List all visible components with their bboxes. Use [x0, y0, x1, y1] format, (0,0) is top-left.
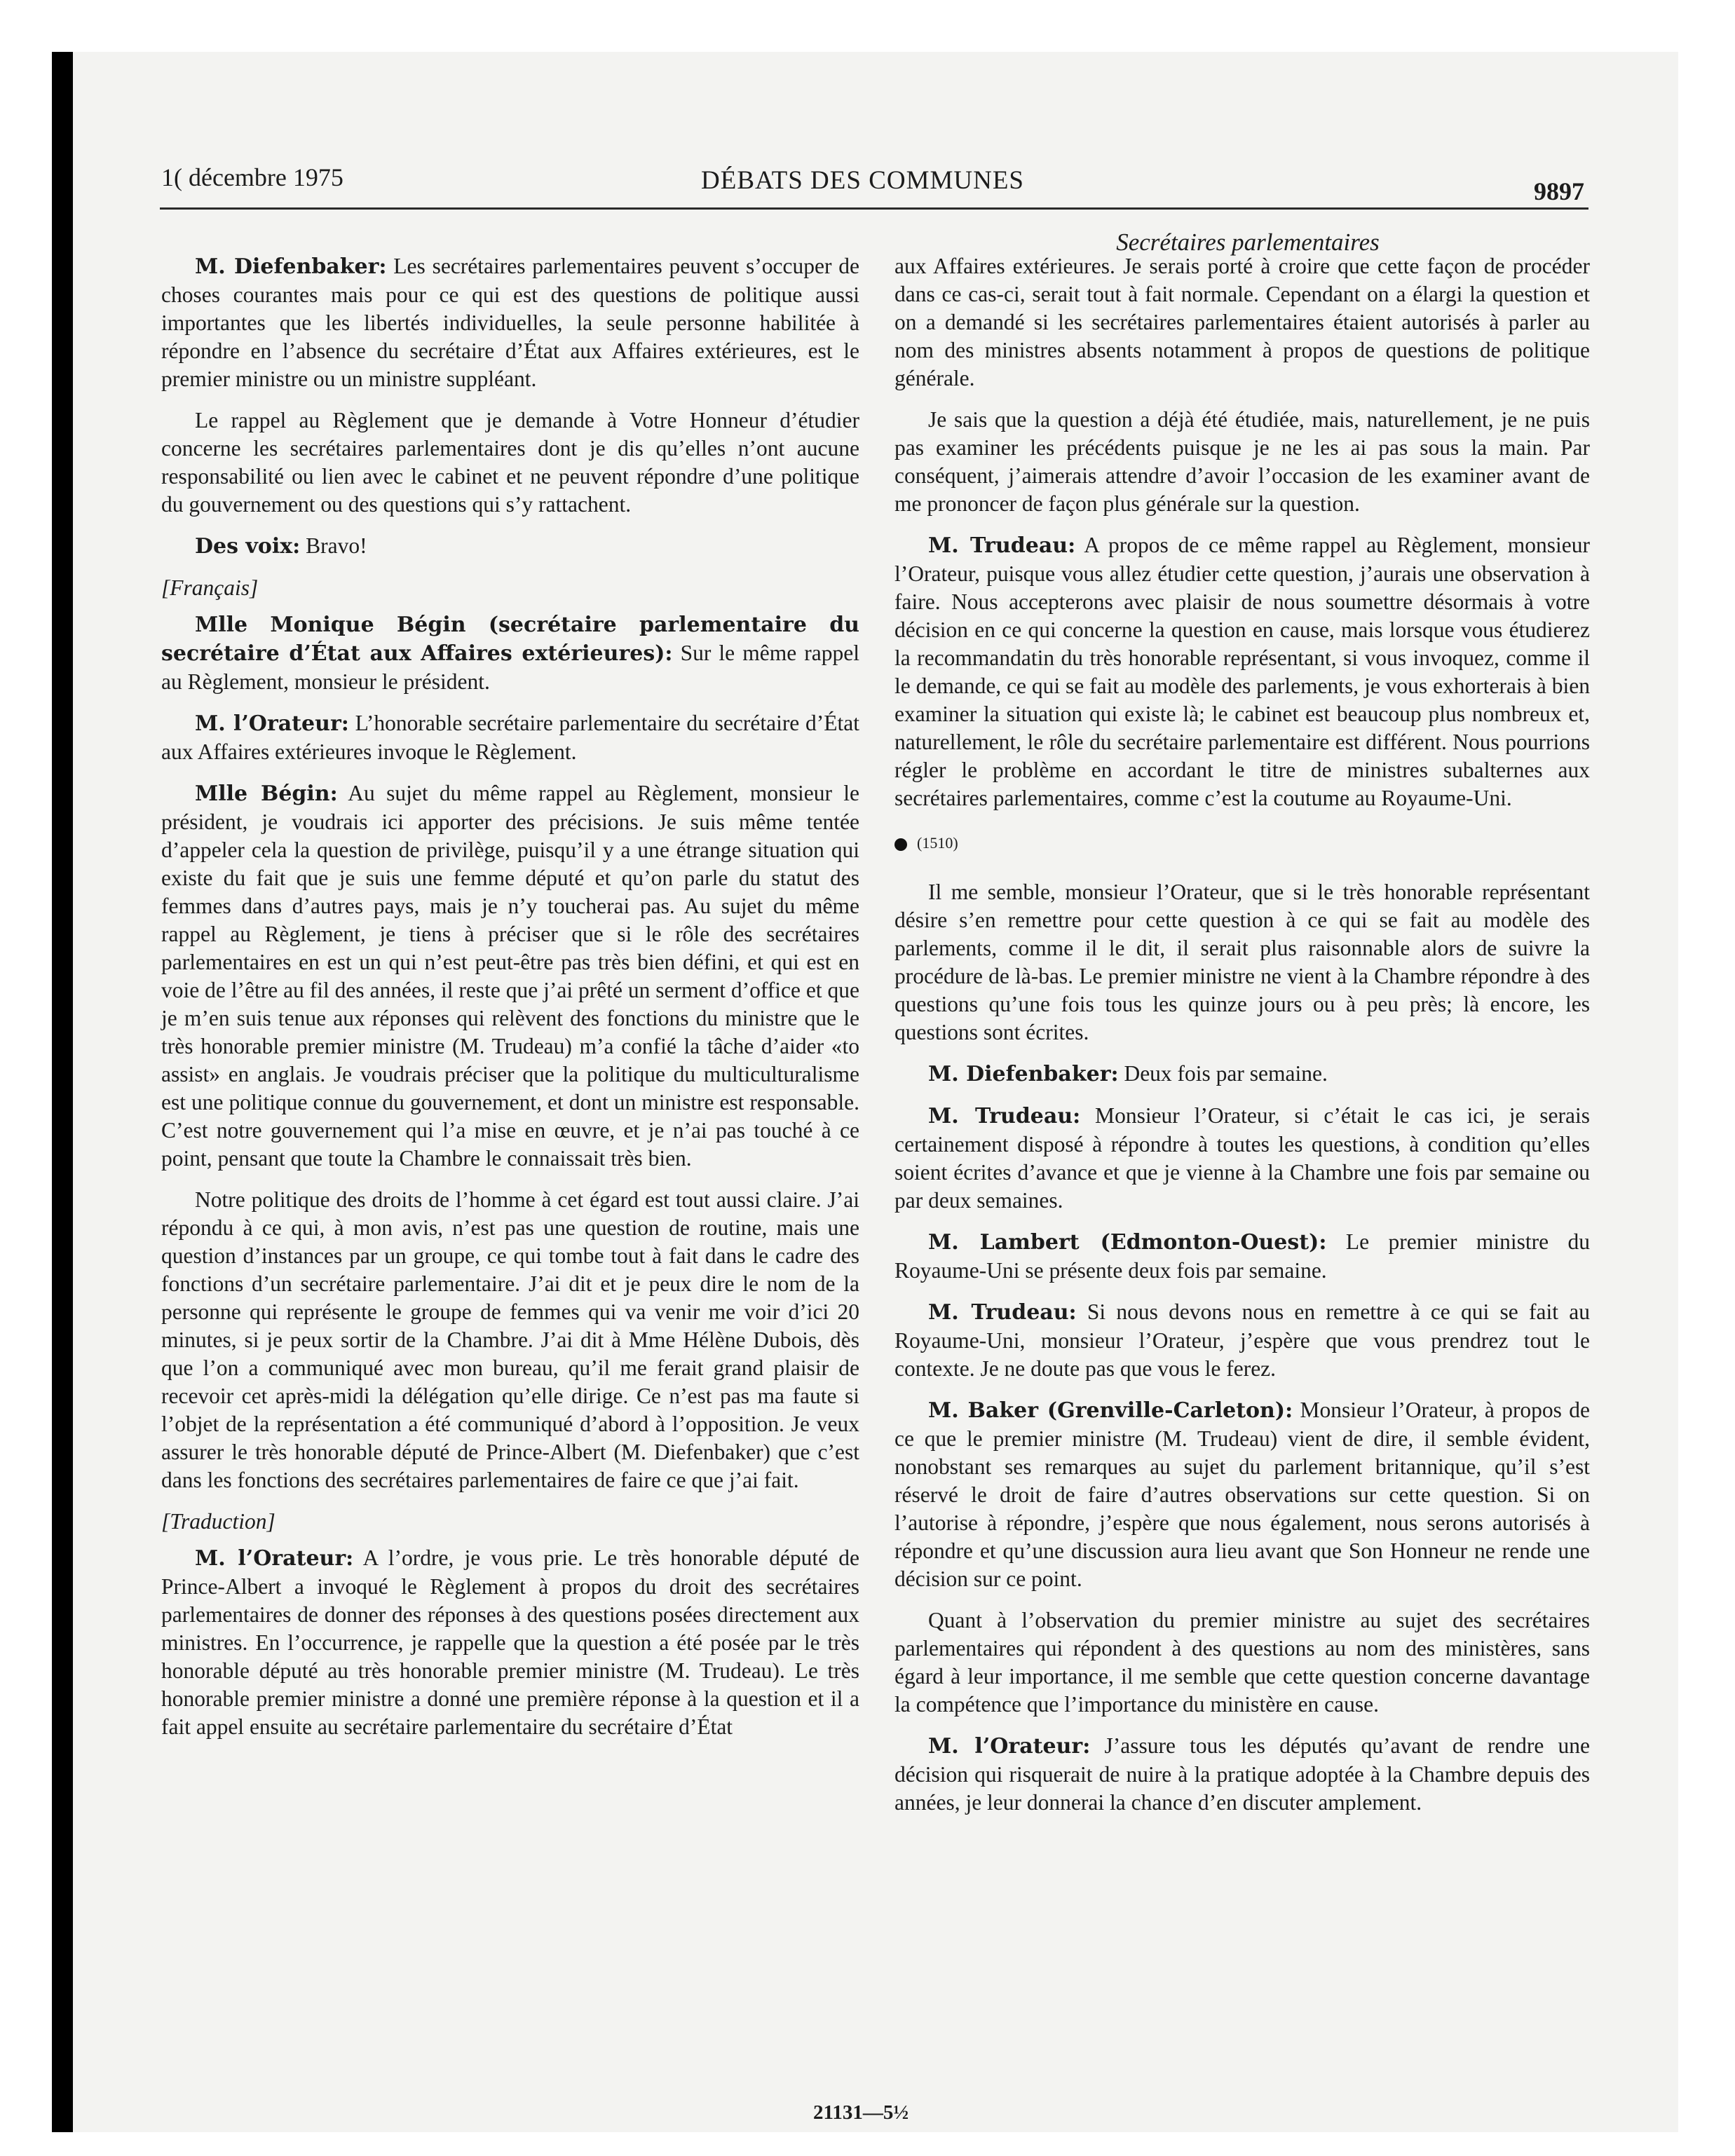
- time-marker-label: (1510): [917, 834, 958, 852]
- paragraph-text: A propos de ce même rappel au Règlement, monsieur l’Orateur, puisque vous allez étudier cette question, j’aurais une observation à faire. Nous accepterons avec plaisir de nous soumettre désormais à votre décision en ce qui concerne la question en cause, mais lorsque vous étudierez la recommandatin du très honorable représentant, si vous invoquez, comme il le demande, ce qui se fait au modèle des parlements, je vous exhorterais à bien examiner la situation qui existe là; le cabinet est beaucoup plus nombreux et, naturellement, le rôle du secrétaire parlementaire est différent. Nous pourrions régler le problème en accordant le titre de ministres subalternes aux secrétaires parlementaires, comme c’est la coutume au Royaume-Uni.: [894, 533, 1590, 810]
- header-date: 1( décembre 1975: [161, 163, 343, 191]
- speaker-name: M. Diefenbaker:: [195, 254, 387, 279]
- speaker-name: Mlle Monique Bégin (secrétaire parlementaire du secrétaire d’État aux Affaires extérieures):: [161, 613, 859, 666]
- paragraph: [161, 709, 859, 766]
- paragraph-text: Quant à l’observation du premier ministre au sujet des secrétaires parlementaires qui répondent à des questions au nom des ministères, sans égard à leur importance, il me semble que cette question concerne davantage la compétence que l’importance du ministère en cause.: [894, 1608, 1590, 1717]
- paragraph-text: Notre politique des droits de l’homme à cet égard est tout aussi claire. J’ai répondu à ce qui, à mon avis, n’est pas une question de routine, mais une question d’instances par un groupe, ce qui tombe tout à fait dans le cadre des fonctions d’un secrétaire parlementaire. J’ai dit et je peux dire le nom de la personne qui représente le groupe de femmes qui va venir me voir d’ici 20 minutes, si je peux sortir de la Chambre. J’ai dit à Mme Hélène Dubois, dès que l’on a communiqué avec mon bureau, qu’il me ferait grand plaisir de recevoir cet après-midi la délégation qu’elle dirige. Ce n’est pas ma faute si l’objet de la représentation a été communiqué d’abord à l’opposition. Je veux assurer le très honorable député de Prince-Albert (M. Diefenbaker) que c’est dans les fonctions des secrétaires parlementaires de faire ce que j’ai fait.: [161, 1187, 859, 1492]
- time-marker: [894, 829, 1590, 857]
- paragraph: [894, 1060, 1590, 1089]
- paragraph-text: Si nous devons nous en remettre à ce qui se fait au Royaume-Uni, monsieur l’Orateur, j’espère que vous prendrez tout le contexte. Je ne doute pas que vous le ferez.: [894, 1299, 1590, 1381]
- language-tag: [Traduction]: [161, 1509, 275, 1534]
- paragraph: [161, 779, 859, 1173]
- paragraph-text: Le premier ministre du Royaume-Uni se présente deux fois par semaine.: [894, 1229, 1591, 1283]
- speaker-name: M. Baker (Grenville-Carleton):: [928, 1398, 1293, 1423]
- paragraph-text: Les secrétaires parlementaires peuvent s’occuper de choses courantes mais pour ce qui est des questions de politique aussi importantes que les libertés individuelles, la seule personne habilitée à répondre en l’absence du secrétaire d’État aux Affaires extérieures, est le premier ministre ou un ministre suppléant.: [161, 254, 859, 391]
- paragraph: [161, 532, 859, 561]
- paragraph: [894, 1732, 1590, 1817]
- speaker-name: M. l’Orateur:: [195, 1546, 354, 1571]
- speaker-name: M. Trudeau:: [928, 1300, 1077, 1325]
- paragraph: [894, 1102, 1590, 1215]
- left-column: [161, 252, 859, 1754]
- paragraph-text: Le rappel au Règlement que je demande à Votre Honneur d’étudier concerne les secrétaires parlementaires dont je dis qu’elles n’ont aucune responsabilité ou lien avec le cabinet et ne peuvent répondre d’une politique du gouvernement ou des questions qui s’y rattachent.: [161, 408, 859, 517]
- paragraph: [161, 1186, 859, 1494]
- paragraph-text: A l’ordre, je vous prie. Le très honorable député de Prince-Albert a invoqué le Règlement à propos du droit des secrétaires parlementaires de donner des réponses à des questions posées directement aux ministres. En l’occurrence, je rappelle que la question a été posée par le très honorable député au très honorable premier ministre (M. Trudeau). Le très honorable premier ministre a donné une première réponse à la question et il a fait appel ensuite au secrétaire parlementaire du secrétaire d’État: [161, 1546, 860, 1739]
- speaker-name: Mlle Bégin:: [195, 782, 338, 806]
- paragraph-text: Deux fois par semaine.: [1118, 1061, 1328, 1086]
- page-footer: 21131—5½: [813, 2101, 909, 2124]
- right-column: [894, 252, 1590, 1830]
- paragraph-text: Bravo!: [300, 533, 367, 558]
- paragraph: [161, 252, 859, 393]
- paragraph: [894, 252, 1590, 393]
- paragraph: [161, 1544, 859, 1741]
- paragraph-text: aux Affaires extérieures. Je serais porté à croire que cette façon de procéder dans ce cas-ci, serait tout à fait normale. Cependant on a élargi la question et on a demandé si les secrétaires parlementaires étaient autorisés à parler au nom des ministres absents notamment à propos de questions de politique générale.: [894, 254, 1590, 390]
- paragraph-text: Il me semble, monsieur l’Orateur, que si le très honorable représentant désire s’en remettre pour cette question à ce qui se fait au modèle des parlements, comme il le dit, il serait plus raisonnable alors de suivre la procédure de là-bas. Le premier ministre ne vient à la Chambre répondre à des questions qu’une fois tous les quinze jours ou à peu près; là encore, les questions sont écrites.: [894, 880, 1590, 1044]
- speaker-name: M. Trudeau:: [928, 1104, 1081, 1128]
- paragraph: [894, 1298, 1590, 1383]
- paragraph-text: Monsieur l’Orateur, si c’était le cas ici, je serais certainement disposé à répondre à toutes les questions, à condition qu’elles soient écrites d’avance et que je vienne à la Chambre une fois par semaine ou par deux semaines.: [894, 1103, 1590, 1213]
- header-rule: [160, 207, 1588, 210]
- paragraph-text: L’honorable secrétaire parlementaire du secrétaire d’État aux Affaires extérieures invoque le Règlement.: [161, 711, 859, 764]
- paragraph: [161, 407, 859, 519]
- running-head: Secrétaires parlementaires: [1116, 228, 1380, 256]
- page-number: 9897: [1534, 177, 1584, 205]
- paragraph: [894, 531, 1590, 812]
- paragraph-text: Je sais que la question a déjà été étudiée, mais, naturellement, je ne puis pas examiner les précédents puisque je ne les ai pas sous la main. Par conséquent, j’aimerais attendre d’avoir l’occasion de les examiner avant de me prononcer de façon plus générale sur la question.: [894, 407, 1590, 516]
- paragraph-text: J’assure tous les députés qu’avant de rendre une décision qui risquerait de nuire à la pratique adoptée à la Chambre depuis des années, je leur donnerai la chance d’en discuter amplement.: [894, 1733, 1590, 1815]
- paragraph-text: Au sujet du même rappel au Règlement, monsieur le président, je voudrais ici apporter des précisions. Je suis même tentée d’appeler cela la question de privilège, puisqu’il y a une étrange situation qui existe du fait que je suis une femme député et qu’on parle du statut des femmes dans d’autres pays, mais je n’y toucherai pas. Au sujet du même rappel au Règlement, je tiens à préciser que si le rôle des secrétaires parlementaires en est un qui n’est peut-être pas très bien défini, et qui est en voie de l’être au fil des années, il reste que j’ai prêté un serment d’office et que je m’en suis tenue aux réponses qui relèvent des fonctions du ministre que le très honorable premier ministre (M. Trudeau) m’a confié la tâche d’aider «to assist» en anglais. Je voudrais préciser que la politique du multiculturalisme est une politique connue du gouvernement, et dont un ministre est responsable. C’est notre gouvernement qui l’a mise en œuvre, et je n’ai pas touché à ce point, pensant que toute la Chambre le connaissait très bien.: [161, 781, 859, 1171]
- speaker-name: M. l’Orateur:: [195, 711, 349, 736]
- scan-border-strip: [52, 52, 73, 2132]
- paragraph: [894, 406, 1590, 518]
- speaker-name: Des voix:: [195, 534, 301, 559]
- speaker-name: M. Lambert (Edmonton-Ouest):: [928, 1230, 1327, 1255]
- paragraph-text: Sur le même rappel au Règlement, monsieur le président.: [161, 641, 859, 694]
- bullet-dot-icon: [894, 838, 907, 851]
- paragraph-text: Monsieur l’Orateur, à propos de ce que le premier ministre (M. Trudeau) vient de dire, il semble évident, nonobstant ses remarques au sujet du parlement britannique, qu’il s’est réservé le droit de faire d’autres observations sur cette question. Si on l’autorise à répondre, j’espère que nous également, nous serons autorisés à répondre et qu’une discussion aura lieu avant que Son Honneur ne rende une décision sur ce point.: [894, 1398, 1590, 1591]
- header-title: DÉBATS DES COMMUNES: [701, 166, 1025, 195]
- paragraph: [894, 878, 1590, 1046]
- language-tag: [Français]: [161, 575, 259, 600]
- paragraph: [894, 1396, 1590, 1593]
- speaker-name: M. Trudeau:: [928, 533, 1076, 558]
- paragraph: [894, 1228, 1590, 1285]
- speaker-name: M. l’Orateur:: [928, 1734, 1091, 1759]
- paragraph: [161, 610, 859, 696]
- speaker-name: M. Diefenbaker:: [928, 1062, 1119, 1086]
- paragraph: [894, 1606, 1590, 1719]
